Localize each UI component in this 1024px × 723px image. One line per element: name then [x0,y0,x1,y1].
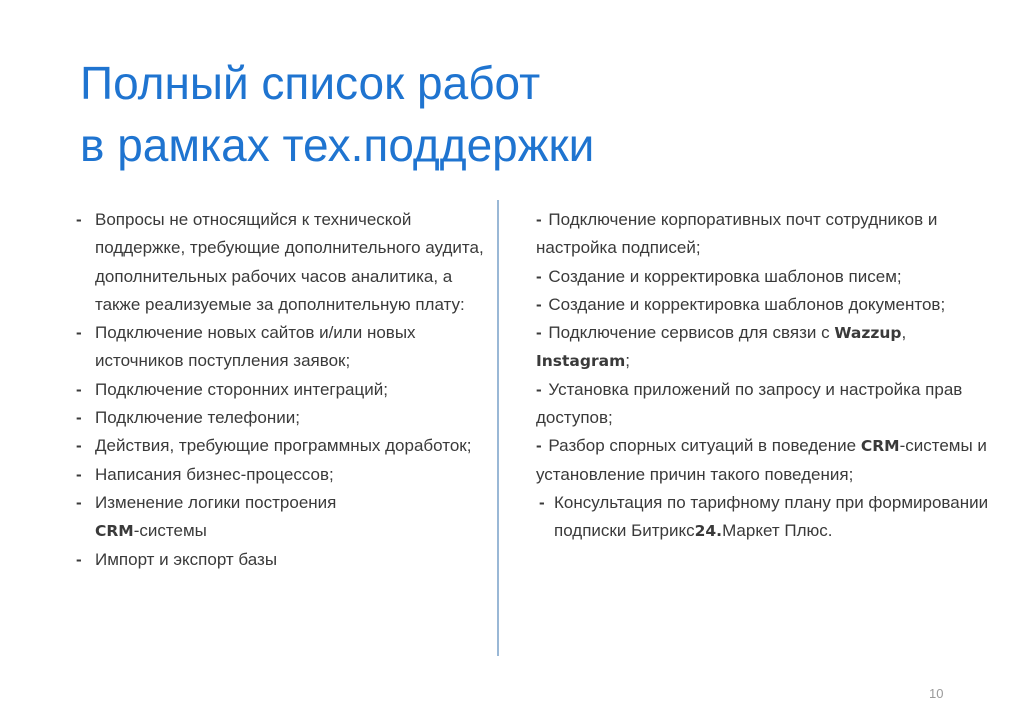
list-item [536,263,996,291]
list-item-text: Подключение новых сайтов и/или новых источников поступления заявок; [95,323,416,371]
list-item [76,461,496,489]
bullet-marker: - [76,408,82,428]
list-item [536,376,996,433]
list-item-text: Разбор спорных ситуаций в поведение [548,436,861,456]
list-item [76,319,496,376]
title-line-1: Полный список работ [80,57,541,109]
list-item [76,376,496,404]
bullet-marker: - [76,492,82,512]
list-item [76,404,496,432]
column-divider [497,200,499,656]
bullet-marker: - [76,323,82,343]
list-item-bold-text: CRM [95,522,134,541]
list-item [536,432,996,489]
bullet-marker: - [536,266,542,286]
bullet-marker: - [536,323,542,343]
bullet-marker: - [536,294,542,314]
list-item [536,319,996,376]
list-item-text: Создание и корректировка шаблонов писем; [548,266,902,286]
left-column-list [76,206,496,574]
list-item-text: Подключение сервисов для связи с [548,323,835,343]
bullet-marker: - [536,436,542,456]
list-item-bold-text: Wazzup [834,324,902,343]
list-item-text: Установка приложений по запросу и настройка прав доступов; [536,379,963,428]
list-item [536,206,996,263]
bullet-marker: - [76,549,82,569]
list-item-text: -системы и установление причин такого поведения; [536,436,987,484]
list-item-bold-text: CRM [860,437,900,456]
list-item-text: Подключение телефонии; [95,408,300,428]
bullet-marker: - [76,379,82,399]
list-item-bold-text: 24. [694,522,723,541]
list-item-text: Создание и корректировка шаблонов документов; [548,294,946,314]
bullet-marker: - [76,464,82,484]
list-item [76,489,496,546]
list-item [76,206,496,319]
list-item [536,489,996,546]
list-item-text: , [901,323,907,343]
bullet-marker: - [76,436,82,456]
list-item-bold-text: Instagram [536,352,626,371]
bullet-marker: - [536,210,542,229]
list-item [536,291,996,319]
list-item-text: Консультация по тарифному плану при формировании подписки Битрикс [554,492,989,541]
list-item [76,432,496,460]
list-item-text: Подключение корпоративных почт сотрудников и настройка подписей; [536,210,938,258]
list-item-text: Действия, требующие программных доработок; [95,436,472,456]
title-line-2: в рамках тех.поддержки [80,119,595,171]
list-item [76,546,496,574]
list-item-text: ; [625,351,630,371]
slide-title [80,52,940,176]
list-item-text: -системы [133,521,207,541]
bullet-marker: - [539,492,545,512]
list-item-text: Маркет Плюс. [722,521,833,541]
bullet-marker: - [76,210,82,229]
list-item-text: Написания бизнес-процессов; [95,464,334,484]
list-item-text: Подключение сторонних интеграций; [95,379,388,399]
list-item-text: Вопросы не относящийся к технической поддержке, требующие дополнительного аудита, дополнительных рабочих часов аналитика, а также реализуемые за дополнительную плату: [95,210,484,314]
list-item-text: Импорт и экспорт базы [95,549,278,569]
right-column-list [536,206,996,546]
page-number: 10 [929,686,944,701]
bullet-marker: - [536,379,542,399]
list-item-text: Изменение логики построения [95,492,337,512]
